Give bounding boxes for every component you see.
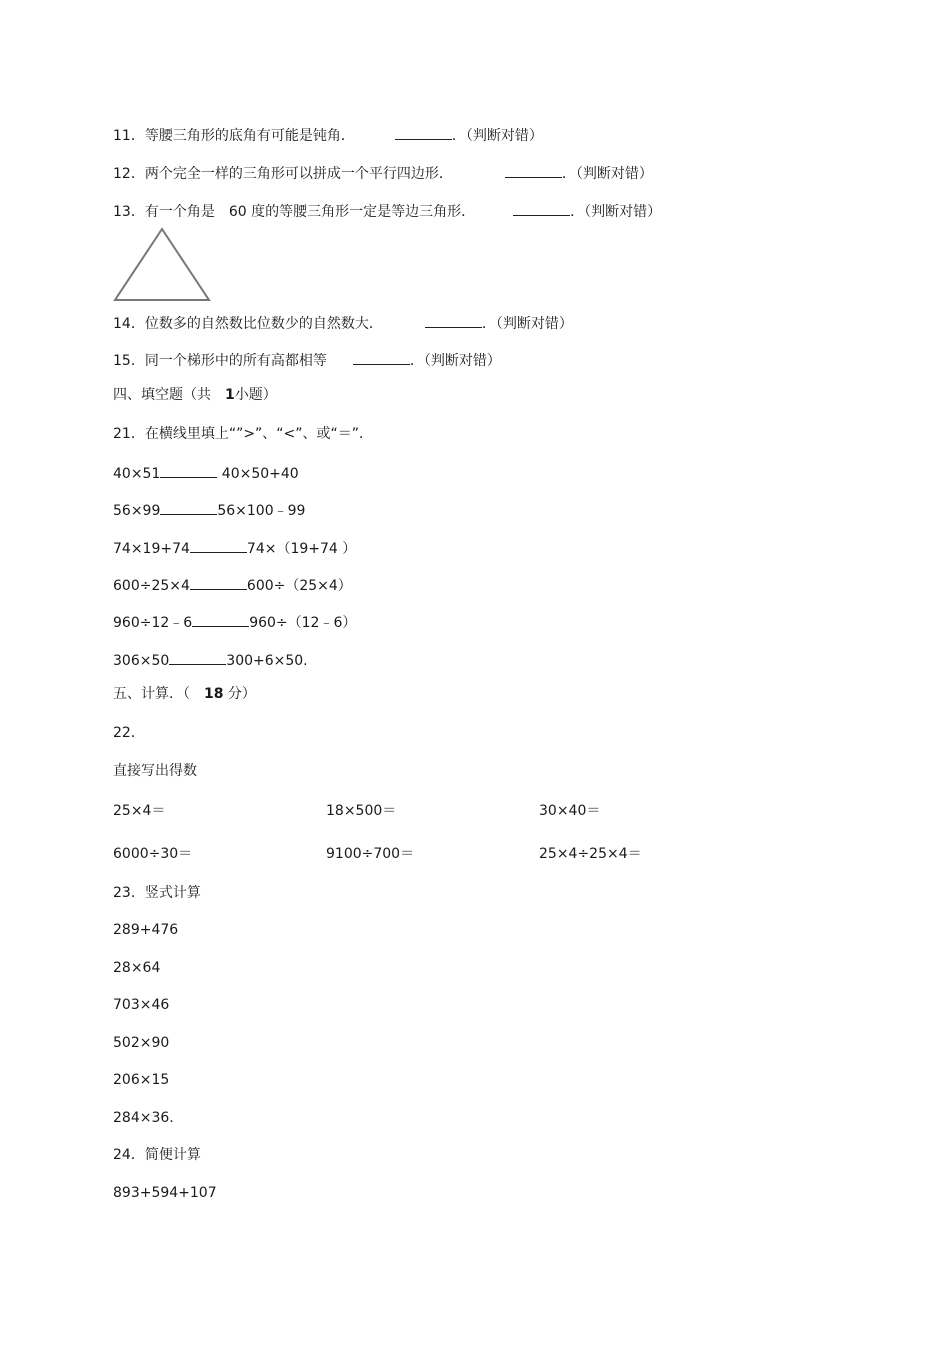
vertical-calc-item: 28×64 <box>113 960 161 976</box>
vertical-calc-item: 284×36. <box>113 1110 174 1126</box>
mental-math-item: 25×4÷25×4＝ <box>539 846 642 862</box>
compare-row <box>113 575 352 595</box>
answer-blank[interactable] <box>192 612 249 627</box>
compare-left: 600÷25×4 <box>113 578 190 594</box>
question-number: 12． <box>113 166 145 182</box>
question-text: 等腰三角形的底角有可能是钝角． <box>144 128 355 144</box>
compare-left: 306×50 <box>113 653 170 669</box>
question-text: 同一个梯形中的所有高都相等 <box>144 353 327 369</box>
section-4-heading <box>113 386 277 404</box>
compare-row <box>113 463 299 483</box>
question-text: 两个完全一样的三角形可以拼成一个平行四边形． <box>144 166 453 182</box>
compare-right: 600÷（25×4） <box>246 578 352 594</box>
question-number: 15． <box>113 353 145 369</box>
answer-blank[interactable] <box>395 125 452 140</box>
mental-math-item: 6000÷30＝ <box>113 846 193 862</box>
answer-blank[interactable] <box>513 201 570 216</box>
mental-math-item: 9100÷700＝ <box>326 846 415 862</box>
question-13 <box>113 201 661 221</box>
question-tail: ．（判断对错） <box>409 353 501 369</box>
compare-left: 40×51 <box>113 466 161 482</box>
question-15 <box>113 350 501 370</box>
compare-right: 40×50+40 <box>217 466 299 482</box>
answer-blank[interactable] <box>353 350 410 365</box>
question-22-number: 22． <box>113 725 145 741</box>
answer-blank[interactable] <box>505 163 562 178</box>
vertical-calc-item: 206×15 <box>113 1072 170 1088</box>
triangle-figure <box>112 226 214 304</box>
question-text: 位数多的自然数比位数少的自然数大． <box>144 316 383 332</box>
vertical-calc-item: 289+476 <box>113 922 179 938</box>
question-tail: ．（判断对错） <box>451 128 543 144</box>
compare-row <box>113 538 356 558</box>
compare-right: 300+6×50. <box>226 653 308 669</box>
compare-right: 960÷（12﹣6） <box>249 615 357 631</box>
question-tail: ．（判断对错） <box>570 204 662 220</box>
compare-right: 74×（19+74 ） <box>246 541 357 557</box>
question-12 <box>113 163 653 183</box>
question-tail: ．（判断对错） <box>561 166 653 182</box>
section-suffix: 小题） <box>234 387 277 403</box>
simplify-calc-item: 893+594+107 <box>113 1185 217 1201</box>
compare-row <box>113 612 356 632</box>
question-tail: ．（判断对错） <box>481 316 573 332</box>
compare-right: 56×100﹣99 <box>217 503 306 519</box>
question-24-title: 24．简便计算 <box>113 1147 201 1163</box>
section-prefix: 五、计算．（ <box>113 686 204 702</box>
section-suffix: 分） <box>223 686 256 702</box>
question-11 <box>113 125 543 145</box>
section-count: 1 <box>225 387 235 403</box>
mental-math-item: 30×40＝ <box>539 803 601 819</box>
mental-math-item: 25×4＝ <box>113 803 166 819</box>
question-14 <box>113 313 573 333</box>
question-22-subtitle: 直接写出得数 <box>113 763 197 779</box>
compare-left: 56×99 <box>113 503 161 519</box>
compare-row <box>113 500 305 520</box>
vertical-calc-item: 703×46 <box>113 997 170 1013</box>
compare-left: 74×19+74 <box>113 541 190 557</box>
question-number: 13． <box>113 204 145 220</box>
vertical-calc-item: 502×90 <box>113 1035 170 1051</box>
question-23-title: 23．竖式计算 <box>113 885 201 901</box>
question-text: 有一个角是 60 度的等腰三角形一定是等边三角形． <box>144 204 476 220</box>
answer-blank[interactable] <box>190 538 247 553</box>
question-number: 14． <box>113 316 145 332</box>
answer-blank[interactable] <box>160 500 217 515</box>
answer-blank[interactable] <box>425 313 482 328</box>
section-score: 18 <box>204 686 224 702</box>
compare-row <box>113 650 308 670</box>
answer-blank[interactable] <box>190 575 247 590</box>
section-5-heading <box>113 685 256 703</box>
question-21-title: 21．在横线里填上“”>”、“<”、或“＝”． <box>113 426 374 442</box>
section-prefix: 四、填空题（共 <box>113 387 225 403</box>
answer-blank[interactable] <box>169 650 226 665</box>
question-number: 11． <box>113 128 145 144</box>
compare-left: 960÷12﹣6 <box>113 615 193 631</box>
mental-math-item: 18×500＝ <box>326 803 397 819</box>
answer-blank[interactable] <box>160 463 217 478</box>
